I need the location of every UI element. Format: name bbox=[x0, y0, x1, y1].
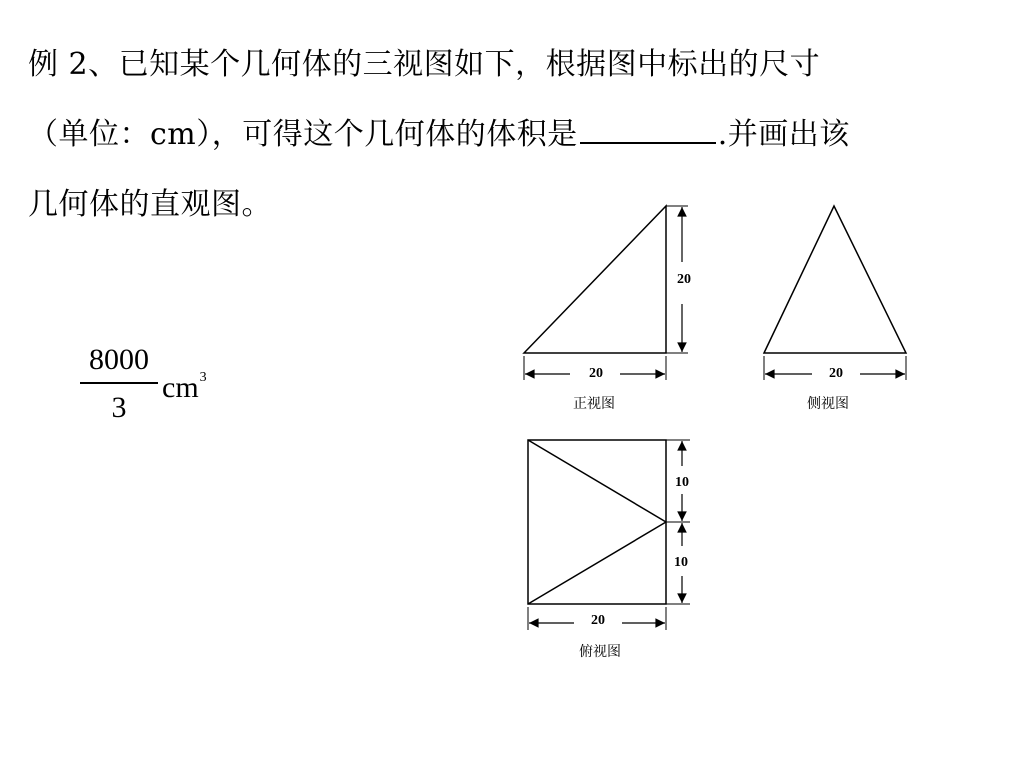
side-view bbox=[764, 206, 906, 412]
problem-line-2-start: （单位：cm），可得这个几何体的体积是 bbox=[28, 117, 578, 152]
problem-line-1: 例 2、已知某个几何体的三视图如下，根据图中标出的尺寸 bbox=[28, 47, 821, 82]
unit-exponent: 3 bbox=[199, 370, 207, 385]
top-width-label: 20 bbox=[591, 613, 605, 628]
front-view-triangle bbox=[524, 206, 666, 353]
top-view-square bbox=[528, 440, 666, 604]
front-height-label: 20 bbox=[677, 272, 691, 287]
side-view-caption: 侧视图 bbox=[807, 396, 849, 412]
front-view bbox=[524, 206, 691, 412]
top-lower-label: 10 bbox=[674, 555, 688, 570]
unit-text: cm bbox=[162, 371, 199, 404]
problem-line-3: 几何体的直观图。 bbox=[28, 187, 272, 222]
fraction-numerator: 8000 bbox=[89, 343, 149, 376]
top-upper-label: 10 bbox=[675, 475, 689, 490]
top-view bbox=[528, 440, 690, 660]
problem-line-2-end: .并画出该 bbox=[717, 117, 850, 152]
front-view-caption: 正视图 bbox=[573, 396, 615, 412]
side-width-label: 20 bbox=[829, 366, 843, 381]
top-view-caption: 俯视图 bbox=[579, 644, 621, 660]
side-view-triangle bbox=[764, 206, 906, 353]
fraction-denominator: 3 bbox=[111, 391, 127, 424]
top-view-diagonal-upper bbox=[528, 440, 666, 522]
top-view-diagonal-lower bbox=[528, 522, 666, 604]
front-width-label: 20 bbox=[589, 366, 603, 381]
